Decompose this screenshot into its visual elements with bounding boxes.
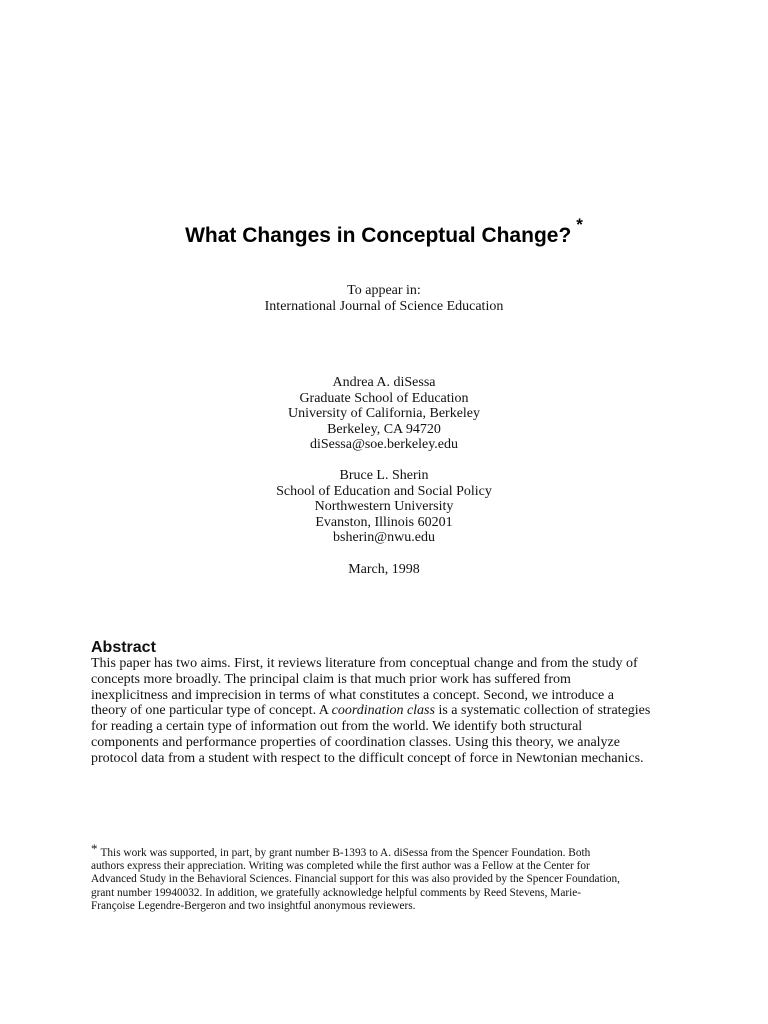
author-institution: University of California, Berkeley [287, 406, 481, 422]
author-block-2 [0, 468, 768, 546]
abstract-heading: Abstract [91, 639, 156, 656]
author-institution: Northwestern University [314, 499, 454, 515]
publication-info [0, 283, 768, 314]
footnote-line: Advanced Study in the Behavioral Sciences. Financial support for this was also provided by the Spencer Foundation, [91, 873, 620, 886]
footnote-text: This work was supported, in part, by grant number B-1393 to A. diSessa from the Spencer Foundation. Both [100, 847, 591, 859]
abstract-line [91, 703, 691, 719]
date-text: March, 1998 [348, 562, 420, 577]
abstract-body [91, 656, 691, 767]
journal-name: International Journal of Science Education [264, 298, 504, 314]
footnote [91, 841, 691, 913]
paper-title-text: What Changes in Conceptual Change? [185, 224, 572, 247]
author-email: diSessa@soe.berkeley.edu [309, 437, 459, 453]
author-block-1 [0, 375, 768, 453]
author-name: Bruce L. Sherin [339, 468, 429, 483]
abstract-line: components and performance properties of coordination classes. Using this theory, we analyze [91, 734, 620, 750]
author-address: Berkeley, CA 94720 [327, 421, 441, 437]
author-name: Andrea A. diSessa [332, 375, 436, 390]
abstract-text: is a systematic collection of strategies [434, 703, 651, 719]
abstract-line: concepts more broadly. The principal claim is that much prior work has suffered from [91, 671, 571, 687]
author-address: Evanston, Illinois 60201 [315, 514, 453, 530]
paper-title [0, 215, 768, 251]
footnote-line [91, 841, 691, 860]
abstract-text: theory of one particular type of concept. A [91, 703, 332, 719]
footnote-line: authors express their appreciation. Writing was completed while the first author was a Fellow at the Center for [91, 860, 590, 873]
footnote-line: grant number 19940032. In addition, we gratefully acknowledge helpful comments by Reed Stevens, Marie- [91, 886, 582, 899]
abstract-line: protocol data from a student with respect to the difficult concept of force in Newtonian mechanics. [91, 750, 644, 766]
author-email: bsherin@nwu.edu [333, 530, 435, 546]
footnote-marker: * [91, 841, 98, 856]
abstract-line: inexplicitness and imprecision in terms of what constitutes a concept. Second, we introduce a [91, 687, 614, 703]
author-department: School of Education and Social Policy [276, 483, 492, 499]
abstract-line: for reading a certain type of information out from the world. We identify both structural [91, 719, 583, 735]
abstract-emphasis: coordination class [331, 703, 435, 719]
author-department: Graduate School of Education [299, 390, 469, 406]
abstract-line: This paper has two aims. First, it reviews literature from conceptual change and from the study of [91, 656, 638, 671]
paper-date [0, 562, 768, 578]
publication-line-1: To appear in: [347, 283, 421, 298]
footnote-line: Françoise Legendre-Bergeron and two insightful anonymous reviewers. [91, 899, 416, 912]
title-footnote-marker: * [576, 215, 583, 234]
